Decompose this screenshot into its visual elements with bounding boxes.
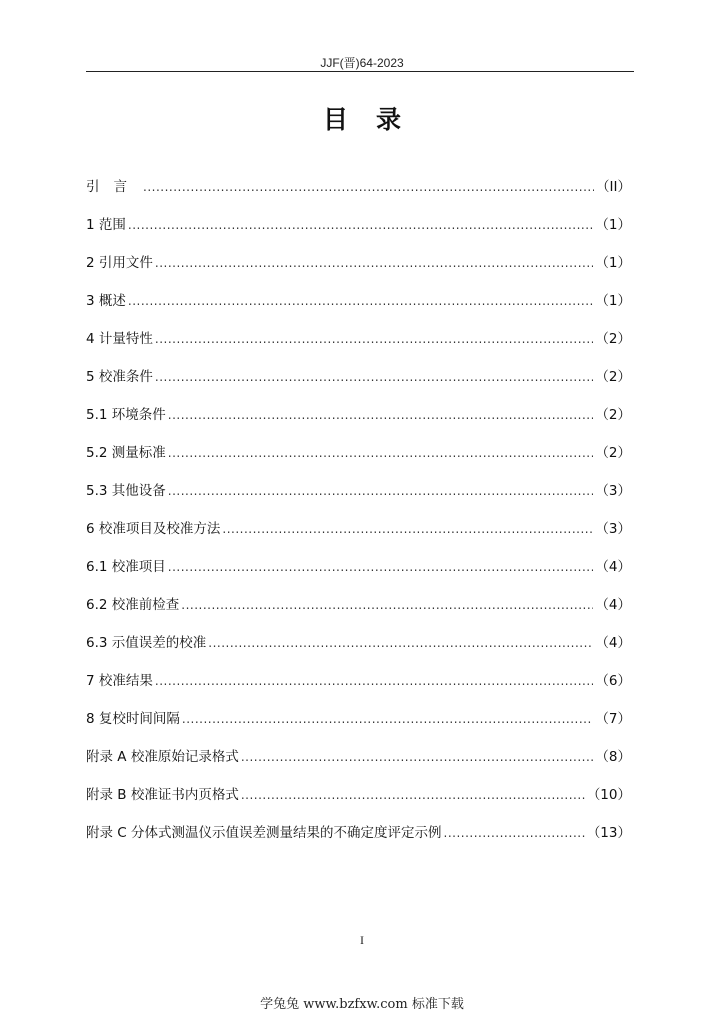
toc-entry[interactable]: [86, 328, 631, 366]
toc-entry-page: （1）: [595, 217, 631, 233]
toc-entry-page: （II）: [596, 179, 631, 195]
toc-entry-label: 1 范围: [86, 217, 126, 233]
standard-code-header: JJF(晋)64-2023: [320, 56, 404, 70]
toc-entry[interactable]: [86, 632, 631, 670]
toc-entry-page: （13）: [586, 825, 631, 841]
toc-entry-label: 6.1 校准项目: [86, 559, 166, 575]
toc-entry-label: 5.1 环境条件: [86, 407, 166, 423]
toc-entry[interactable]: [86, 176, 631, 214]
page-title: 目录: [322, 105, 429, 134]
toc-dot-leader: [168, 404, 594, 426]
toc-entry[interactable]: [86, 670, 631, 708]
toc-entry-page: （6）: [595, 673, 631, 689]
toc-dot-leader: [155, 328, 594, 350]
toc-entry-page: （1）: [595, 293, 631, 309]
toc-entry-page: （2）: [595, 445, 631, 461]
toc-entry-label: 附录 A 校准原始记录格式: [86, 749, 239, 765]
toc-entry-label: 5.2 测量标准: [86, 445, 166, 461]
toc-entry-label: 引言: [86, 179, 141, 195]
toc-entry-page: （1）: [595, 255, 631, 271]
toc-entry[interactable]: [86, 822, 631, 860]
toc-entry[interactable]: [86, 366, 631, 404]
toc-entry-page: （4）: [595, 635, 631, 651]
site-watermark: 学兔兔 www.bzfxw.com 标准下载: [260, 997, 464, 1012]
page-number: I: [360, 933, 364, 947]
toc-entry[interactable]: [86, 214, 631, 252]
toc-dot-leader: [143, 176, 594, 198]
toc-entry[interactable]: [86, 252, 631, 290]
toc-entry-page: （2）: [595, 331, 631, 347]
toc-entry-label: 5.3 其他设备: [86, 483, 166, 499]
toc-entry-page: （10）: [586, 787, 631, 803]
toc-dot-leader: [128, 214, 594, 236]
toc-entry[interactable]: [86, 784, 631, 822]
toc-dot-leader: [182, 708, 594, 730]
toc-dot-leader: [208, 632, 593, 654]
toc-entry-label: 5 校准条件: [86, 369, 153, 385]
toc-entry-label: 6 校准项目及校准方法: [86, 521, 221, 537]
toc-entry-page: （4）: [595, 559, 631, 575]
toc-dot-leader: [241, 746, 594, 768]
toc-entry[interactable]: [86, 404, 631, 442]
toc-entry-label: 4 计量特性: [86, 331, 153, 347]
toc-entry[interactable]: [86, 708, 631, 746]
toc-dot-leader: [444, 822, 585, 844]
toc-dot-leader: [222, 518, 593, 540]
toc-entry-label: 8 复校时间间隔: [86, 711, 180, 727]
toc-entry-page: （2）: [595, 369, 631, 385]
toc-dot-leader: [181, 594, 593, 616]
toc-entry-label: 2 引用文件: [86, 255, 153, 271]
toc-entry[interactable]: [86, 518, 631, 556]
toc-entry-label: 7 校准结果: [86, 673, 153, 689]
toc-entry-page: （8）: [595, 749, 631, 765]
toc-dot-leader: [155, 252, 594, 274]
toc-entry-page: （7）: [595, 711, 631, 727]
toc-dot-leader: [155, 670, 594, 692]
toc-entry[interactable]: [86, 556, 631, 594]
toc-dot-leader: [168, 556, 594, 578]
toc-entry[interactable]: [86, 594, 631, 632]
toc-dot-leader: [241, 784, 585, 806]
toc-entry-page: （3）: [595, 521, 631, 537]
toc-entry-label: 6.3 示值误差的校准: [86, 635, 207, 651]
toc-entry[interactable]: [86, 290, 631, 328]
toc-entry-label: 3 概述: [86, 293, 126, 309]
toc-dot-leader: [128, 290, 594, 312]
toc-entry[interactable]: [86, 480, 631, 518]
toc-dot-leader: [155, 366, 594, 388]
toc-entry-label: 附录 B 校准证书内页格式: [86, 787, 239, 803]
toc-entry-label: 6.2 校准前检查: [86, 597, 180, 613]
header-divider: [86, 71, 634, 72]
toc-entry-label: 附录 C 分体式测温仪示值误差测量结果的不确定度评定示例: [86, 825, 442, 841]
toc-entry-page: （3）: [595, 483, 631, 499]
toc-entry[interactable]: [86, 746, 631, 784]
toc-dot-leader: [168, 442, 594, 464]
toc-entry-page: （4）: [595, 597, 631, 613]
table-of-contents: [86, 176, 631, 860]
toc-entry[interactable]: [86, 442, 631, 480]
toc-dot-leader: [168, 480, 594, 502]
toc-entry-page: （2）: [595, 407, 631, 423]
